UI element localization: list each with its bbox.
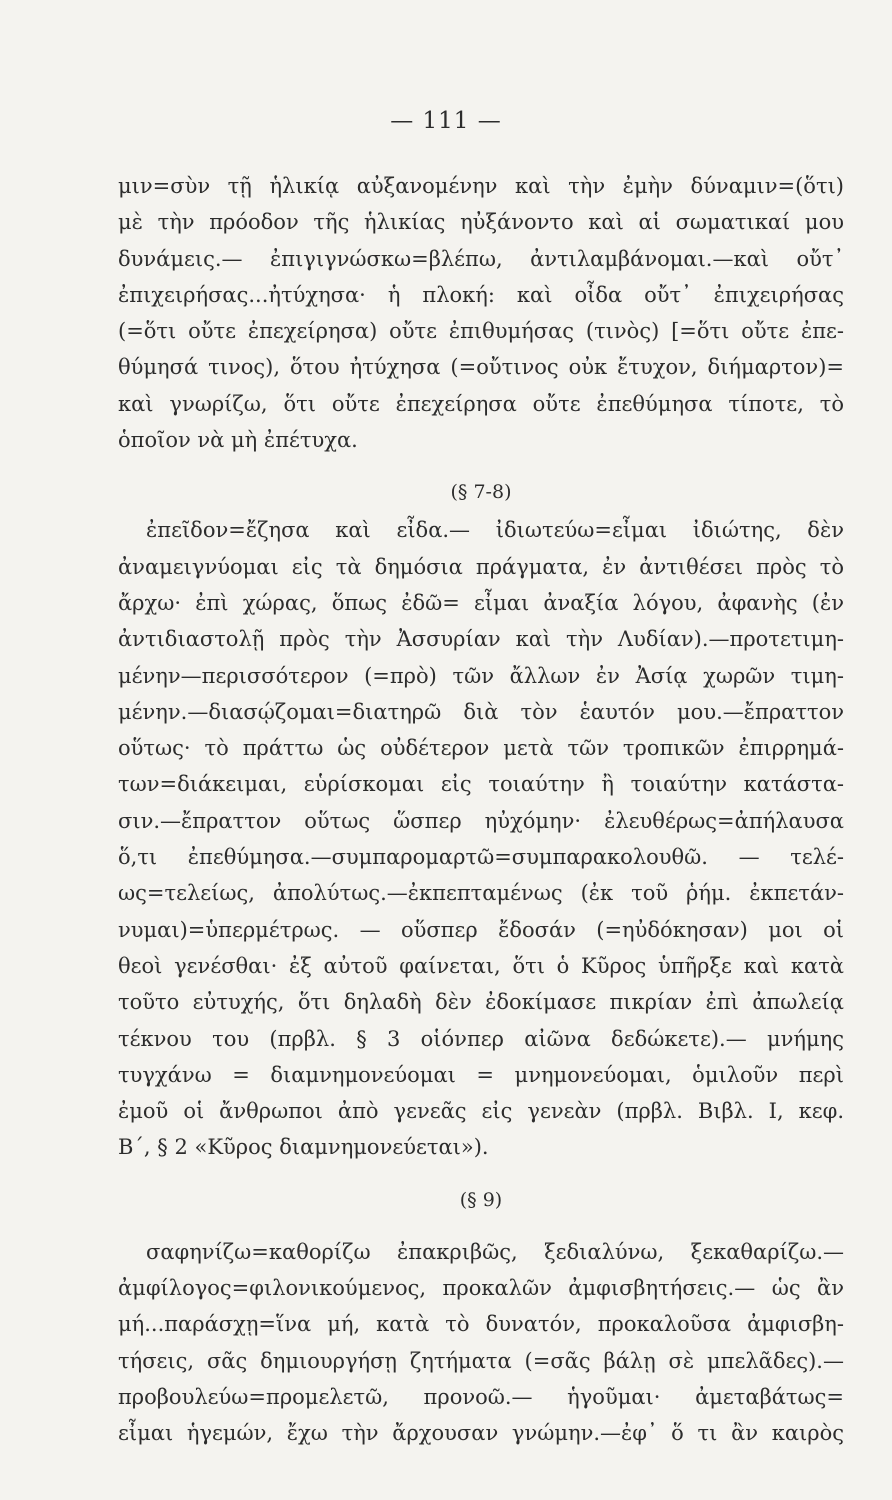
text-line: ἄρχω· ἐπὶ χώρας, ὅπως ἐδῶ= εἶμαι ἀναξία λόγου, ἀφανὴς (ἐν [118, 590, 844, 615]
text-line: καὶ γνωρίζω, ὅτι οὔτε ἐπεχείρησα οὔτε ἐπεθύμησα τίποτε, τὸ [118, 391, 844, 416]
text-line: μὲ τὴν πρόοδον τῆς ἡλικίας ηὐξάνοντο καὶ αἱ σωματικαί μου [118, 210, 844, 235]
text-line: ἐπιχειρήσας...ἠτύχησα· ἡ πλοκή: καὶ οἶδα οὔτ᾿ ἐπιχειρήσας [118, 282, 844, 307]
text-line: τυγχάνω = διαμνημονεύομαι = μνημονεύομαι, ὁμιλοῦν περὶ [118, 1062, 844, 1087]
text-line: δυνάμεις.— ἐπιγιγνώσκω=βλέπω, ἀντιλαμβάνομαι.—καὶ οὔτ᾿ [118, 246, 844, 271]
text-line: μένην.—διασῴζομαι=διατηρῶ διὰ τὸν ἑαυτόν μου.—ἔπραττον [118, 699, 844, 724]
text-line: ως=τελείως, ἀπολύτως.—ἐκπεπταμένως (ἐκ τοῦ ῥήμ. ἐκπετάν- [118, 881, 844, 906]
page-number: — 111 — [390, 108, 502, 134]
text-line: θύμησά τινος), ὅτου ἠτύχησα (=οὔτινος οὐκ ἔτυχον, διήμαρτον)= [118, 355, 844, 380]
text-line: τήσεις, σᾶς δημιουργήσῃ ζητήματα (=σᾶς βάλῃ σὲ μπελᾶδες).— [118, 1348, 844, 1373]
text-line: (=ὅτι οὔτε ἐπεχείρησα) οὔτε ἐπιθυμήσας (τινὸς) [=ὅτι οὔτε ἐπε- [118, 319, 844, 344]
text-line: θεοὶ γενέσθαι· ἐξ αὐτοῦ φαίνεται, ὅτι ὁ Κῦρος ὑπῆρξε καὶ κατὰ [118, 953, 844, 978]
text-line: ὅ,τι ἐπεθύμησα.—συμπαρομαρτῶ=συμπαρακολουθῶ. — τελέ- [118, 845, 844, 870]
paragraph-section-7-8 [118, 512, 844, 1165]
text-line: ἐπεῖδον=ἔζησα καὶ εἶδα.— ἰδιωτεύω=εἶμαι ἰδιώτης, δὲν [146, 518, 844, 543]
paragraph-section-9 [118, 1234, 844, 1452]
text-line: οὕτως· τὸ πράττω ὡς οὐδέτερον μετὰ τῶν τροπικῶν ἐπιρρημά- [118, 736, 844, 761]
text-line: ἀντιδιαστολῇ πρὸς τὴν Ἀσσυρίαν καὶ τὴν Λυδίαν).—προτετιμη- [118, 627, 844, 652]
text-line: προβουλεύω=προμελετῶ, προνοῶ.— ἡγοῦμαι· ἀμεταβάτως= [118, 1384, 844, 1409]
body-text [118, 168, 844, 1452]
text-line: ὁποῖον νὰ μὴ ἐπέτυχα. [118, 428, 358, 453]
text-line: μή...παράσχῃ=ἵνα μή, κατὰ τὸ δυνατόν, προκαλοῦσα ἀμφισβη- [118, 1312, 844, 1337]
text-line: νυμαι)=ὑπερμέτρως. — οὕσπερ ἔδοσάν (=ηὐδόκησαν) μοι οἱ [118, 917, 844, 942]
text-line: των=διάκειμαι, εὑρίσκομαι εἰς τοιαύτην ἢ τοιαύτην κατάστα- [118, 772, 844, 797]
paragraph-continuation [118, 168, 844, 458]
text-line: σαφηνίζω=καθορίζω ἐπακριβῶς, ξεδιαλύνω, ξεκαθαρίζω.— [146, 1239, 844, 1264]
section-heading: (§ 7-8) [450, 481, 512, 504]
text-line: Β΄, § 2 «Κῦρος διαμνημονεύεται»). [118, 1135, 489, 1160]
text-line: μένην—περισσότερον (=πρὸ) τῶν ἄλλων ἐν Ἀσίᾳ χωρῶν τιμη- [118, 663, 844, 688]
text-line: σιν.—ἔπραττον οὕτως ὥσπερ ηὐχόμην· ἐλευθέρως=ἀπήλαυσα [118, 808, 844, 833]
text-line: εἶμαι ἡγεμών, ἔχω τὴν ἄρχουσαν γνώμην.—ἐφ᾿ ὅ τι ἂν καιρὸς [118, 1421, 844, 1446]
text-line: μιν=σὺν τῇ ἡλικίᾳ αὐξανομένην καὶ τὴν ἐμὴν δύναμιν=(ὅτι) [118, 174, 844, 198]
text-line: τέκνου του (πρβλ. § 3 οἱόνπερ αἰῶνα δεδώκετε).— μνήμης [118, 1026, 844, 1051]
text-line: ἐμοῦ οἱ ἄνθρωποι ἀπὸ γενεᾶς εἰς γενεὰν (πρβλ. Βιβλ. Ι, κεφ. [118, 1099, 844, 1124]
text-line: ἀμφίλογος=φιλονικούμενος, προκαλῶν ἀμφισβητήσεις.— ὡς ἂν [118, 1276, 844, 1301]
section-heading: (§ 9) [459, 1188, 503, 1211]
text-line: ἀναμειγνύομαι εἰς τὰ δημόσια πράγματα, ἐν ἀντιθέσει πρὸς τὸ [118, 554, 844, 579]
text-line: τοῦτο εὐτυχής, ὅτι δηλαδὴ δὲν ἐδοκίμασε πικρίαν ἐπὶ ἀπωλείᾳ [118, 990, 844, 1015]
